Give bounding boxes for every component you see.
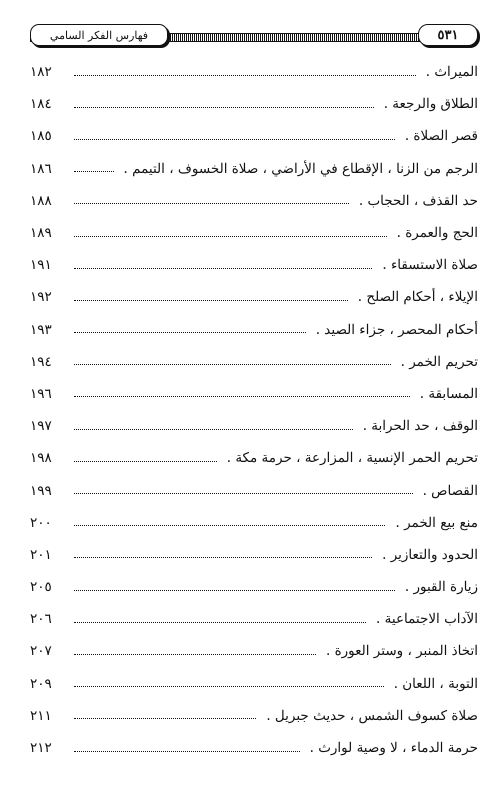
entry-page-number: ١٩٦ [30, 385, 52, 402]
dot-leader [74, 557, 372, 558]
dot-leader [74, 364, 391, 365]
dot-leader [74, 203, 349, 204]
entry-title: صلاة الاستسقاء . [382, 257, 478, 274]
entry-title: الإيلاء ، أحكام الصلح . [357, 289, 478, 306]
entry-title: الطلاق والرجعة . [383, 96, 478, 113]
index-entry [30, 507, 478, 539]
index-entry [30, 346, 478, 378]
index-entry [30, 474, 478, 506]
entry-title: القصاص . [422, 482, 478, 499]
index-entry [30, 185, 478, 217]
entry-title: تحريم الخمر . [400, 353, 478, 370]
entry-title: أحكام المحصر ، جزاء الصيد . [315, 321, 478, 338]
index-entry [30, 56, 478, 88]
dot-leader [74, 139, 395, 140]
dot-leader [74, 396, 410, 397]
entry-page-number: ١٩٨ [30, 450, 52, 467]
index-entry [30, 88, 478, 120]
entry-page-number: ١٨٥ [30, 128, 52, 145]
entry-title: قصر الصلاة . [404, 128, 478, 145]
entry-title: منع بيع الخمر . [395, 514, 478, 531]
entry-title: الحدود والتعازير . [382, 546, 478, 563]
entry-page-number: ٢٠٠ [30, 514, 52, 531]
entry-page-number: ١٨٨ [30, 192, 52, 209]
dot-leader [74, 300, 348, 301]
entry-page-number: ٢٠١ [30, 546, 52, 563]
dot-leader [74, 236, 387, 237]
index-entry [30, 410, 478, 442]
index-entry [30, 153, 478, 185]
entry-page-number: ١٨٢ [30, 64, 52, 81]
dot-leader [74, 332, 306, 333]
entry-page-number: ١٨٤ [30, 96, 52, 113]
entry-title: تحريم الحمر الإنسية ، المزارعة ، حرمة مكة . [226, 450, 478, 467]
index-entry [30, 603, 478, 635]
entry-page-number: ٢٠٧ [30, 643, 52, 660]
index-entry [30, 442, 478, 474]
index-entry [30, 700, 478, 732]
entry-title: زيارة القبور . [404, 579, 478, 596]
page-header [30, 24, 478, 46]
entry-title: التوبة ، اللعان . [393, 675, 478, 692]
entry-page-number: ٢٠٩ [30, 675, 52, 692]
index-list [30, 56, 478, 764]
dot-leader [74, 461, 217, 462]
entry-page-number: ١٩٣ [30, 321, 52, 338]
entry-title: حد القذف ، الحجاب . [358, 192, 478, 209]
index-entry [30, 539, 478, 571]
entry-page-number: ٢١٢ [30, 740, 52, 757]
entry-page-number: ١٩٢ [30, 289, 52, 306]
dot-leader [74, 622, 366, 623]
entry-page-number: ٢٠٦ [30, 611, 52, 628]
entry-page-number: ١٩٩ [30, 482, 52, 499]
index-entry [30, 732, 478, 764]
running-title: فهارس الفكر السامي [30, 24, 168, 46]
entry-title: الرجم من الزنا ، الإقطاع في الأراضي ، صلاة الخسوف ، التيمم . [123, 160, 478, 177]
entry-page-number: ٢١١ [30, 707, 52, 724]
entry-page-number: ١٨٦ [30, 160, 52, 177]
index-entry [30, 120, 478, 152]
entry-title: الآداب الاجتماعية . [376, 611, 478, 628]
index-entry [30, 314, 478, 346]
index-entry [30, 668, 478, 700]
dot-leader [74, 525, 385, 526]
dot-leader [74, 590, 395, 591]
dot-leader [74, 654, 316, 655]
dot-leader [74, 107, 374, 108]
entry-title: الميراث . [425, 64, 478, 81]
entry-page-number: ١٩٤ [30, 353, 52, 370]
dot-leader [74, 751, 300, 752]
entry-title: الحج والعمرة . [396, 225, 478, 242]
entry-page-number: ١٩٧ [30, 418, 52, 435]
dot-leader [74, 171, 114, 172]
entry-title: حرمة الدماء ، لا وصية لوارث . [309, 740, 478, 757]
entry-page-number: ١٨٩ [30, 225, 52, 242]
entry-page-number: ١٩١ [30, 257, 52, 274]
dot-leader [74, 75, 416, 76]
index-entry [30, 378, 478, 410]
dot-leader [74, 493, 413, 494]
index-entry [30, 635, 478, 667]
entry-title: اتخاذ المنبر ، وستر العورة . [325, 643, 478, 660]
entry-title: المسابقة . [419, 385, 478, 402]
index-entry [30, 281, 478, 313]
page-number: ٥٣١ [418, 24, 478, 46]
index-entry [30, 217, 478, 249]
dot-leader [74, 429, 353, 430]
entry-page-number: ٢٠٥ [30, 579, 52, 596]
index-entry [30, 249, 478, 281]
index-entry [30, 571, 478, 603]
dot-leader [74, 268, 372, 269]
entry-title: الوقف ، حد الحرابة . [362, 418, 478, 435]
dot-leader [74, 686, 384, 687]
entry-title: صلاة كسوف الشمس ، حديث جبريل . [266, 707, 478, 724]
dot-leader [74, 718, 256, 719]
